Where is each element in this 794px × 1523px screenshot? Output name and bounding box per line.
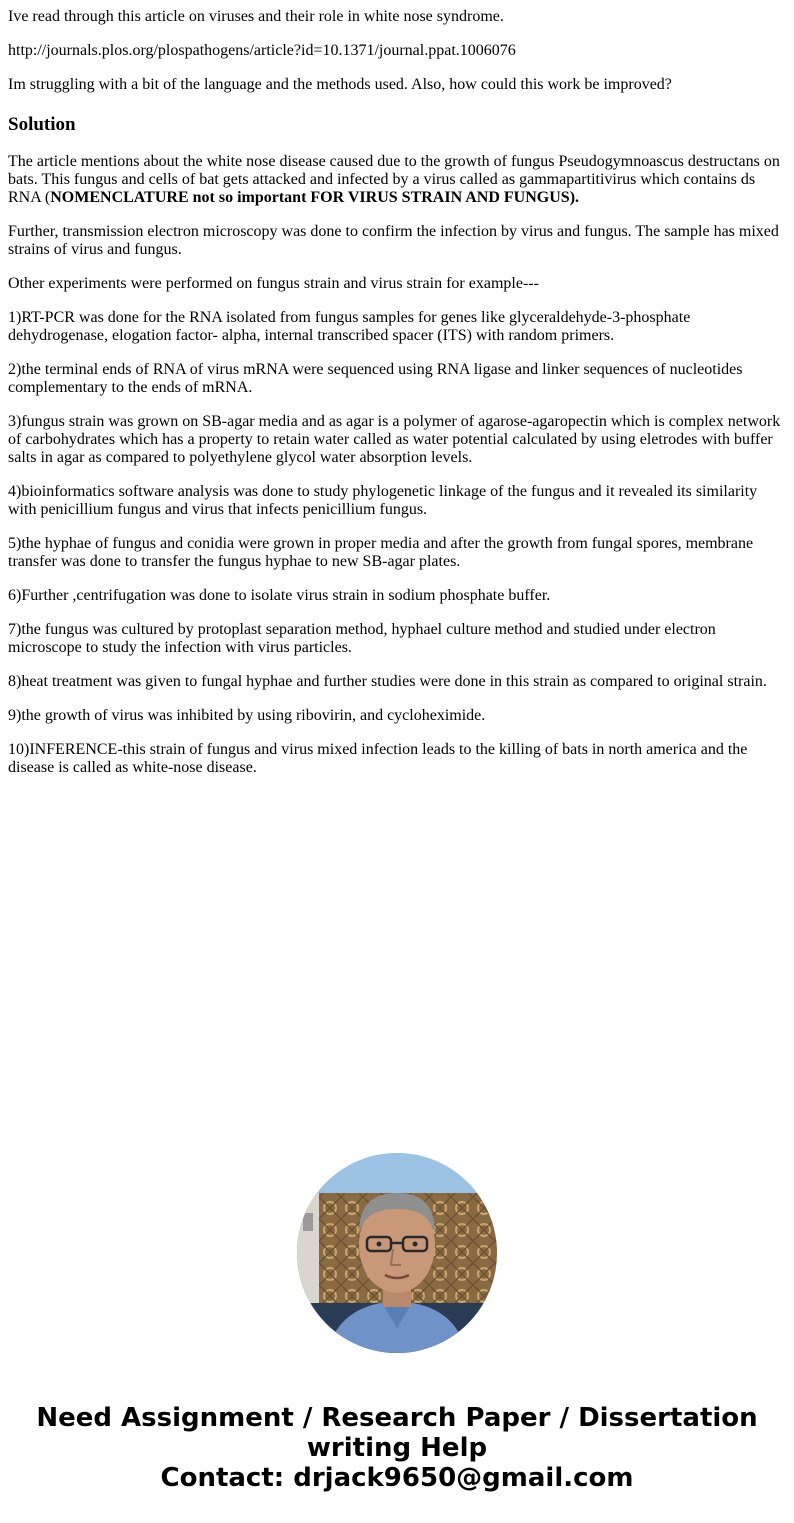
solution-paragraph-2: Further, transmission electron microscopy was done to confirm the infection by virus and fungus. The sample has mixed strains of virus and fungus. — [8, 223, 779, 258]
method-item-2: 2)the terminal ends of RNA of virus mRNA were sequenced using RNA ligase and linker sequences of nucleotides complementary to the ends of mRNA. — [8, 361, 743, 396]
article-content — [8, 8, 786, 793]
method-item-5: 5)the hyphae of fungus and conidia were grown in proper media and after the growth from fungal spores, membrane transfer was done to transfer the fungus hyphae to new SB-agar plates. — [8, 535, 754, 570]
solution-intro-text: The article mentions about the white nose disease caused due to the growth of fungus Pseudogymnoascus destructans on bats. This fungus and cells of bat gets attacked and infected by a virus called as gammapartitivirus which contains ds RNA ( — [8, 153, 780, 206]
question-link: http://journals.plos.org/plospathogens/article?id=10.1371/journal.ppat.1006076 — [8, 42, 516, 59]
method-item-7: 7)the fungus was cultured by protoplast separation method, hyphael culture method and studied under electron microscope to study the infection with virus particles. — [8, 621, 716, 656]
promo-line-1: Need Assignment / Research Paper / Dissertation — [36, 1403, 758, 1433]
promo-line-2: writing Help — [306, 1433, 488, 1463]
solution-intro-bold: NOMENCLATURE not so important FOR VIRUS STRAIN AND FUNGUS). — [50, 189, 580, 206]
method-item-4: 4)bioinformatics software analysis was done to study phylogenetic linkage of the fungus and it revealed its similarity with penicillium fungus and virus that infects penicillium fungus. — [8, 483, 758, 518]
promo-contact: Contact: drjack9650@gmail.com — [160, 1463, 634, 1493]
solution-heading: Solution — [8, 114, 76, 135]
method-item-1: 1)RT-PCR was done for the RNA isolated from fungus samples for genes like glyceraldehyde-3-phosphate dehydrogenase, elogation factor- alpha, internal transcribed spacer (ITS) with random primers. — [8, 309, 691, 344]
solution-paragraph-3: Other experiments were performed on fungus strain and virus strain for example--- — [8, 275, 539, 292]
question-text-2: Im struggling with a bit of the language and the methods used. Also, how could this work be improved? — [8, 76, 672, 93]
method-item-10: 10)INFERENCE-this strain of fungus and virus mixed infection leads to the killing of bats in north america and the disease is called as white-nose disease. — [8, 741, 748, 776]
solution-intro — [8, 153, 786, 207]
method-item-8: 8)heat treatment was given to fungal hyphae and further studies were done in this strain as compared to original strain. — [8, 673, 767, 690]
promo-banner — [0, 1403, 794, 1493]
question-text-1: Ive read through this article on viruses and their role in white nose syndrome. — [8, 8, 504, 25]
method-item-3: 3)fungus strain was grown on SB-agar media and as agar is a polymer of agarose-agaropectin which is complex network of carbohydrates which has a property to retain water called as water potential calculated by using eletrodes with buffer salts in agar as compared to polyethylene glycol water absorption levels. — [8, 413, 781, 466]
author-avatar — [297, 1153, 497, 1353]
author-portrait-icon — [297, 1153, 497, 1353]
method-item-6: 6)Further ,centrifugation was done to isolate virus strain in sodium phosphate buffer. — [8, 587, 551, 604]
method-item-9: 9)the growth of virus was inhibited by using ribovirin, and cycloheximide. — [8, 707, 486, 724]
